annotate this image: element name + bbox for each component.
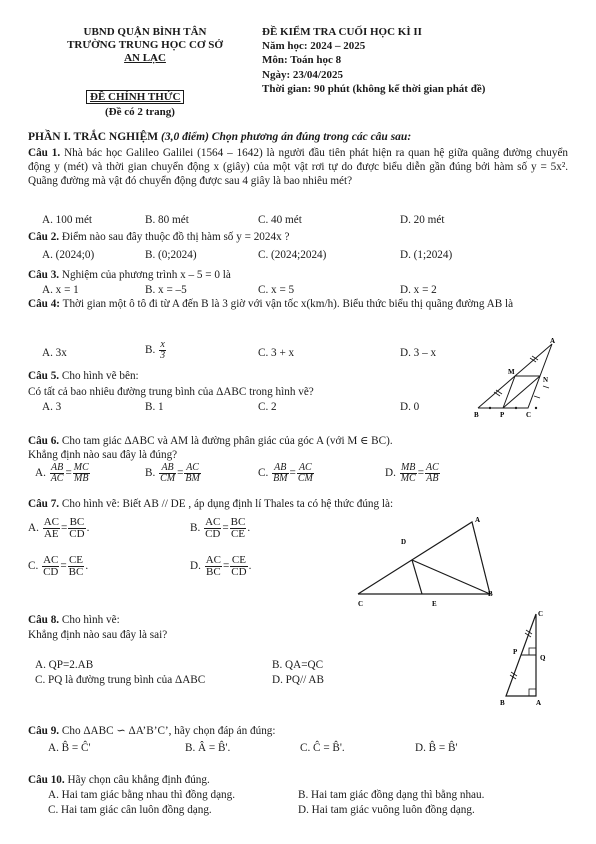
q10-stem [28,773,210,787]
q4-option-b-fraction [159,340,166,361]
q5-label-b: B [474,411,479,418]
exam-duration: Thời gian: 90 phút (không kể thời gian phát đề) [262,83,486,95]
part1-instruction: Chọn phương án đúng trong các câu sau: [211,131,412,143]
q4-option-a[interactable]: A. 3x [42,347,67,359]
q8-label: Câu 8. [28,614,60,626]
q7-option-c[interactable]: C. $\frac{AC}{CD}$ = $\frac{CE}{BC}$ . [28,554,89,578]
q10-option-b[interactable]: B. Hai tam giác đồng dạng thì bằng nhau. [298,789,485,801]
q6-a-d1: AC [50,473,64,484]
q5-stem-1 [28,369,139,383]
school-district: UBND QUẬN BÌNH TÂN [83,26,207,38]
q6-label: Câu 6. [28,435,60,447]
q7-b-prefix: B. [190,522,201,535]
q6-stem-1 [28,434,393,448]
q6-b-frac1 [159,463,176,484]
q10-option-d[interactable]: D. Hai tam giác vuông luôn đồng dạng. [298,804,475,816]
q5-option-b[interactable]: B. 1 [145,401,164,413]
q7-a-n2: BC [69,516,85,528]
q5-stem-2: Có tất cả bao nhiêu đường trung bình của ΔABC trong hình vẽ? [28,386,314,398]
part1-heading [28,130,411,144]
q6-b-prefix: B. [145,467,156,480]
q5-option-d[interactable]: D. 0 [400,401,420,413]
q5-text-1: Cho hình vẽ bên: [61,370,139,382]
q2-option-b[interactable]: B. (0;2024) [145,249,197,261]
official-label: ĐỀ CHÍNH THỨC [86,90,184,104]
q9-label: Câu 9. [28,725,60,737]
q3-option-b[interactable]: B. x = –5 [145,284,187,296]
q5-option-c[interactable]: C. 2 [258,401,277,413]
q8-label-c: C [538,610,544,618]
q6-c-d2: CM [297,473,313,484]
q3-stem [28,268,231,282]
q6-d-prefix: D. [385,467,396,480]
q7-a-d1: AE [43,528,59,540]
q1-label: Câu 1. [28,147,61,159]
q5-label: Câu 5. [28,370,60,382]
q7-c-frac1 [42,555,59,578]
q2-label: Câu 2. [28,231,60,243]
q7-text: Cho hình vẽ: Biết AB // DE , áp dụng định lí Thales ta có hệ thức đúng là: [61,498,394,510]
q10-option-c[interactable]: C. Hai tam giác cân luôn đồng dạng. [48,804,212,816]
q3-text: Nghiệm của phương trình x – 5 = 0 là [61,269,231,281]
q6-a-n1: AB [50,462,64,473]
q7-b-frac2 [230,517,247,540]
q8-option-c[interactable]: C. PQ là đường trung bình của ΔABC [35,674,206,686]
q6-c-n2: AC [297,463,314,474]
q6-b-n2: AC [186,462,199,473]
q7-a-frac2 [68,517,85,540]
q6-a-prefix: A. [35,467,46,480]
q6-c-frac2 [297,463,314,484]
q2-text: Điểm nào sau đây thuộc đồ thị hàm số y = 2024x ? [61,231,290,243]
q6-d-frac2 [425,463,440,484]
q6-a-frac2 [73,463,90,484]
q4-label: Câu 4: [28,298,61,310]
q4-b-denominator: 3 [160,350,166,361]
q7-d-d2: CD [231,566,247,578]
q5-option-a[interactable]: A. 3 [42,401,62,413]
q6-a-n2: MC [73,462,89,473]
q6-b-frac2 [184,463,200,484]
q3-option-a[interactable]: A. x = 1 [42,284,79,296]
q2-option-d[interactable]: D. (1;2024) [400,249,453,261]
subject: Môn: Toán học 8 [262,54,342,66]
q9-stem [28,724,276,738]
q4-option-b-prefix: B. [145,344,156,357]
q6-b-d1: CM [160,473,176,484]
q7-d-frac1 [205,555,222,578]
q7-d-d1: BC [205,566,221,578]
q1-option-d[interactable]: D. 20 mét [400,214,445,226]
q7-d-prefix: D. [190,560,201,573]
official-stamp [86,91,184,105]
q1-stem [28,146,568,188]
q6-stem-2: Khẳng định nào sau đây là đúng? [28,449,178,461]
q7-a-frac1 [43,517,60,540]
q4-option-c[interactable]: C. 3 + x [258,347,295,359]
q4-b-numerator: x [160,339,165,350]
q7-figure [352,514,502,610]
q7-label-a: A [475,516,481,524]
q6-option-a[interactable]: A. $\frac{AB}{AC}$ = $\frac{MC}{MB}$ [35,462,89,484]
q6-b-d2: BM [185,473,200,484]
q7-c-n2: CE [68,554,84,566]
q6-c-frac1 [272,463,288,484]
q6-option-c[interactable]: C. $\frac{AB}{BM}$ = $\frac{AC}{CM}$ [258,462,313,484]
q7-stem [28,497,393,511]
q10-label: Câu 10. [28,774,65,786]
q8-label-q: Q [540,654,546,662]
q5-label-n: N [543,376,549,384]
q3-option-c[interactable]: C. x = 5 [258,284,295,296]
q8-figure [492,608,560,708]
q6-c-d1: BM [273,473,288,484]
q7-b-n2: BC [230,516,246,528]
q5-label-p: P [500,411,505,418]
q7-option-a[interactable]: A. $\frac{AC}{AE}$ = $\frac{BC}{CD}$ . [28,516,90,540]
q9-option-d[interactable]: D. B̂ = B̂' [415,742,458,754]
q3-option-d[interactable]: D. x = 2 [400,284,437,296]
q7-c-d1: CD [43,566,59,578]
q9-text: Cho ΔABC ∽ ΔA’B’C’, hãy chọn đáp án đúng: [61,725,276,737]
q8-text-2: Khẳng định nào sau đây là sai? [28,629,168,641]
q7-b-d2: CE [230,528,246,540]
q2-stem [28,230,289,244]
q6-c-prefix: C. [258,467,269,480]
q6-option-d[interactable]: D. $\frac{MB}{MC}$ = $\frac{AC}{AB}$ [385,462,439,484]
q8-option-b[interactable]: B. QA=QC [272,659,324,671]
q7-c-n1: AC [43,554,59,566]
q5-label-a: A [550,338,556,345]
q6-option-b[interactable]: B. $\frac{AB}{CM}$ = $\frac{AC}{BM}$ [145,462,200,484]
q8-option-a[interactable]: A. QP=2.AB [35,659,94,671]
q8-label-p: P [513,648,518,656]
exam-title: ĐỀ KIỂM TRA CUỐI HỌC KÌ II [262,26,422,38]
part1-title: PHẦN I. TRẮC NGHIỆM [28,131,159,143]
q9-option-b[interactable]: B. Â = B̂'. [185,742,231,754]
q1-option-b[interactable]: B. 80 mét [145,214,189,226]
school-name-2: AN LẠC [124,52,166,64]
q8-label-b: B [500,699,505,707]
q6-b-n1: AB [159,463,176,474]
q7-a-n1: AC [43,516,59,528]
q8-option-d[interactable]: D. PQ// AB [272,674,324,686]
q7-c-frac2 [68,555,85,578]
q7-option-b[interactable]: B. $\frac{AC}{CD}$ = $\frac{BC}{CE}$ . [190,516,251,540]
q3-label: Câu 3. [28,269,60,281]
q7-label-b: B [488,590,493,598]
q7-b-d1: CD [205,528,221,540]
q7-a-prefix: A. [28,522,39,535]
q6-d-frac1 [400,463,417,484]
q6-a-d2: MB [74,473,89,484]
q7-d-n1: AC [205,554,221,566]
q7-d-n2: CE [231,554,246,566]
q1-option-a[interactable]: A. 100 mét [42,214,93,226]
q5-label-c: C [526,411,532,418]
q7-label-c: C [358,600,364,608]
q1-text: Nhà bác học Galileo Galilei (1564 – 1642) là người đầu tiên phát hiện ra quan hệ giữa quãng đường chuyển động y (mét) và thời gian chuyển động x (giây) của một vật rơi tự do được biểu diễn gần đúng bởi hàm số y = 5x². Quãng đường mà vật đó chuyển động được sau 4 giây là bao nhiêu mét? [28,147,569,187]
q7-c-d2: BC [68,566,84,578]
q4-stem [28,297,568,311]
q4-option-d[interactable]: D. 3 – x [400,347,437,359]
q5-figure [466,338,562,418]
q4-text: Thời gian một ô tô đi từ A đến B là 3 giờ với vận tốc x(km/h). Biểu thức biểu thị quãng đường AB là [62,298,514,310]
page-count: (Đề có 2 trang) [105,106,175,118]
q7-d-frac2 [230,555,247,578]
q7-label-d: D [401,538,407,546]
q7-b-frac1 [204,517,221,540]
q7-label-e: E [432,600,437,608]
q2-option-c[interactable]: C. (2024;2024) [258,249,327,261]
q7-c-prefix: C. [28,560,39,573]
q8-stem-1 [28,613,120,627]
q7-option-d[interactable]: D. $\frac{AC}{BC}$ = $\frac{CE}{CD}$ . [190,554,252,578]
q8-stem-2 [28,628,167,642]
q2-option-a[interactable]: A. (2024;0) [42,249,95,261]
q7-b-n1: AC [205,516,221,528]
school-name: TRƯỜNG TRUNG HỌC CƠ SỞ [67,39,223,51]
q6-d-n2: AC [426,462,439,473]
q6-a-frac1 [50,463,65,484]
q7-label: Câu 7. [28,498,60,510]
q1-option-c[interactable]: C. 40 mét [258,214,302,226]
part1-points: (3,0 điểm) [161,131,209,143]
q5-label-m: M [508,368,515,376]
q8-label-a: A [536,699,542,707]
q6-d-n1: MB [400,462,416,473]
q7-a-d2: CD [69,528,85,540]
q6-d-d2: AB [426,473,439,484]
q10-text: Hãy chọn câu khẳng định đúng. [67,774,210,786]
school-year: Năm học: 2024 – 2025 [262,40,366,52]
q6-text-1: Cho tam giác ΔABC và AM là đường phân giác của góc A (với M ∈ BC). [61,435,393,447]
q9-option-a[interactable]: A. B̂ = Ĉ' [48,742,91,754]
q6-d-d1: MC [400,473,416,484]
q9-option-c[interactable]: C. Ĉ = B̂'. [300,742,345,754]
exam-date: Ngày: 23/04/2025 [262,69,343,81]
q6-c-n1: AB [272,463,288,474]
q10-option-a[interactable]: A. Hai tam giác bằng nhau thì đồng dạng. [48,789,236,801]
q8-text-1: Cho hình vẽ: [61,614,120,626]
q4-option-b[interactable] [145,340,167,361]
